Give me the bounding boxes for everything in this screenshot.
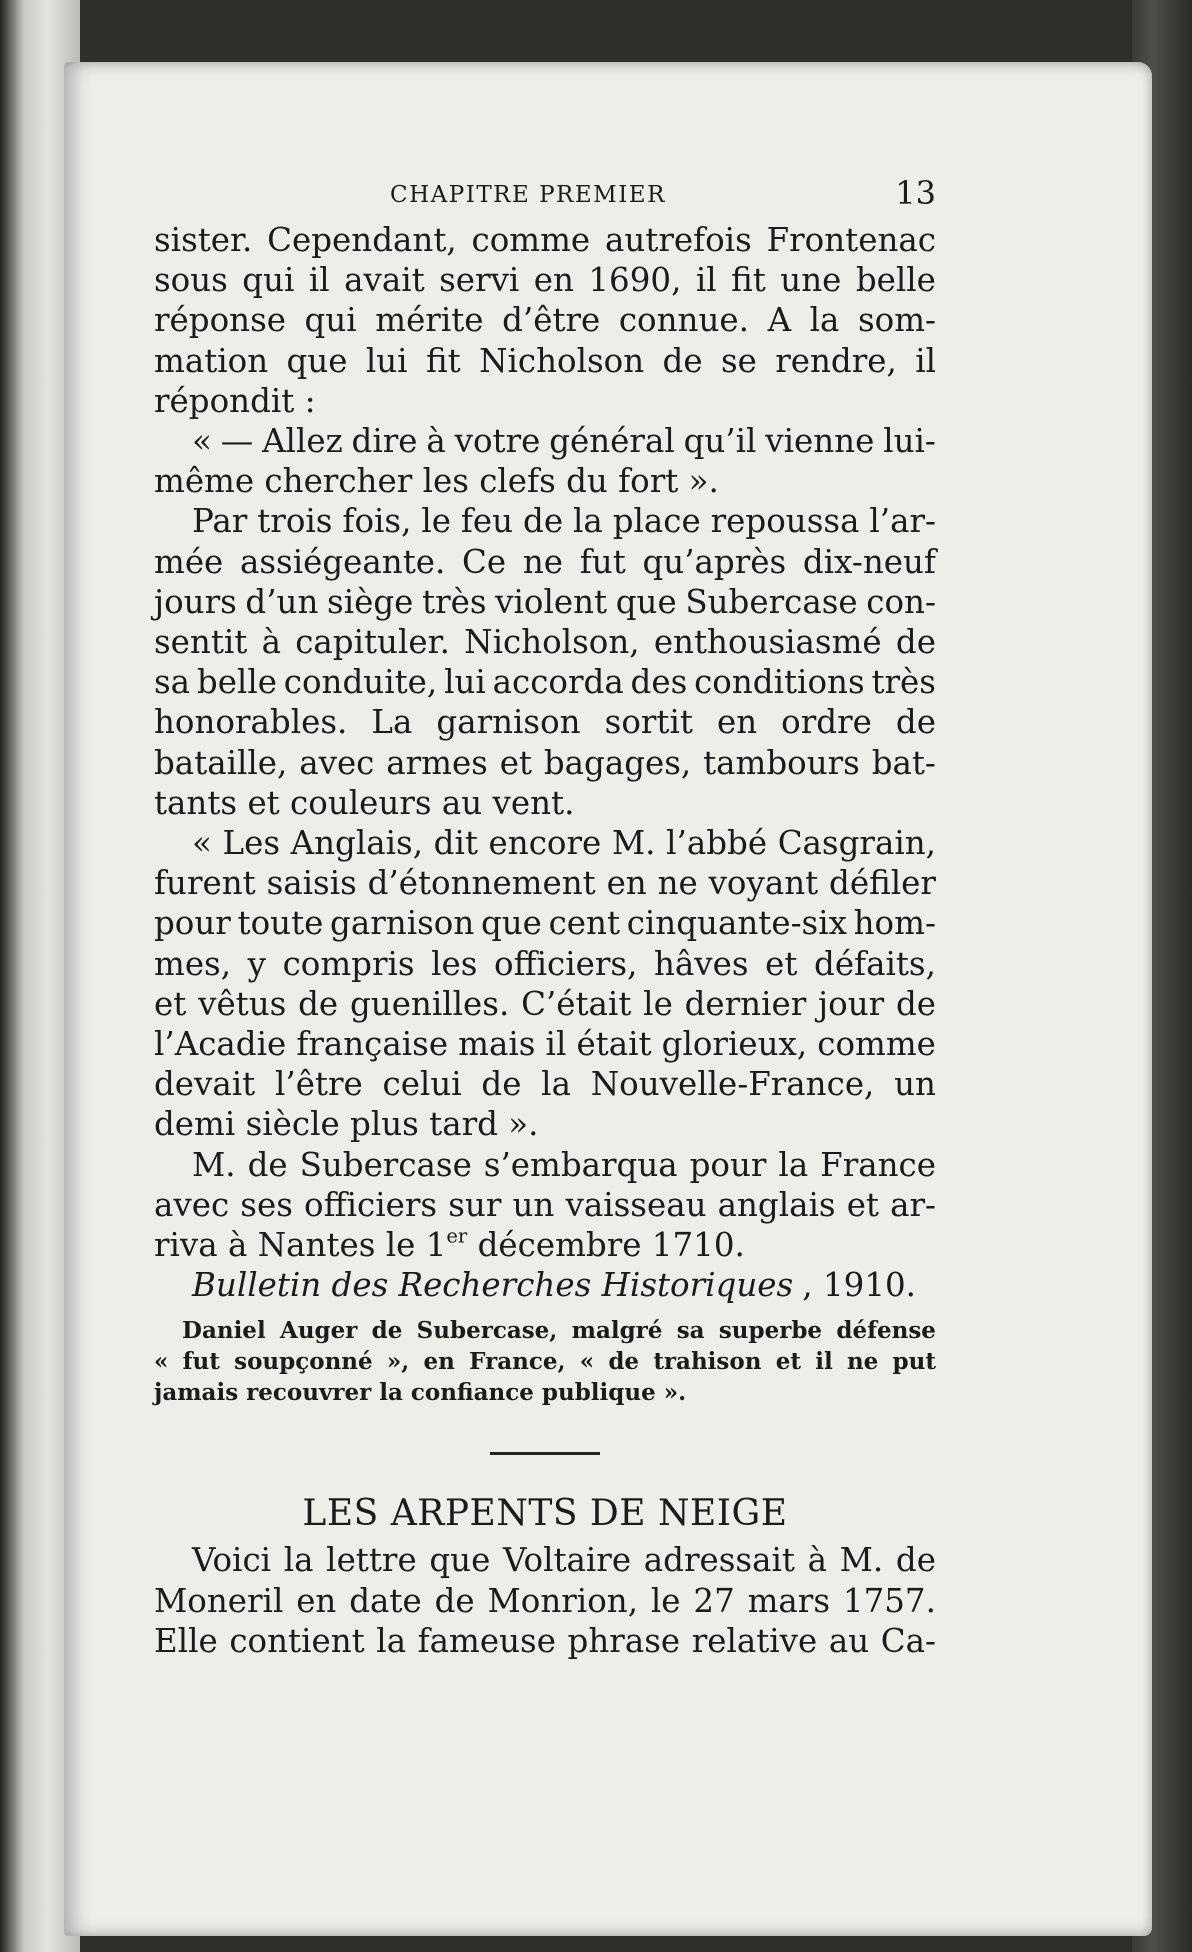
text-line: Voici la lettre que Voltaire adressait à M. de: [192, 1541, 936, 1580]
chapter-title: CHAPITRE PREMIER: [390, 182, 666, 208]
text-line: sentit à capituler. Nicholson, enthousiasmé de: [154, 623, 936, 662]
text-line: mes, y compris les officiers, hâves et défaits,: [154, 944, 936, 983]
text-line: « — Allez dire à votre général qu’il vienne lui-: [192, 422, 936, 461]
source-citation: [154, 1265, 936, 1305]
date-text-before: riva à Nantes le 1: [154, 1226, 447, 1265]
note-line: Daniel Auger de Subercase, malgré sa superbe défense: [182, 1317, 936, 1345]
text-line: demi siècle plus tard ».: [154, 1105, 539, 1144]
text-line: furent saisis d’étonnement en ne voyant défiler: [154, 864, 936, 903]
paragraph-4: [154, 823, 936, 1145]
text-line: sa belle conduite, lui accorda des conditions très: [154, 663, 936, 702]
text-line: bataille, avec armes et bagages, tambours bat-: [154, 743, 936, 782]
text-line: Elle contient la fameuse phrase relative au Ca-: [154, 1621, 936, 1660]
text-line: honorables. La garnison sortit en ordre de: [154, 703, 936, 742]
text-line: avec ses officiers sur un vaisseau anglais et ar-: [154, 1185, 936, 1224]
note-line: « fut soupçonné », en France, « de trahison et il ne put: [154, 1348, 936, 1376]
source-title: Bulletin des Recherches Historiques: [192, 1266, 794, 1305]
text-line: répondit :: [154, 381, 316, 420]
text-line: sous qui il avait servi en 1690, il fit une belle: [154, 261, 936, 300]
text-line: devait l’être celui de la Nouvelle-France, un: [154, 1065, 936, 1104]
text-line: [154, 1225, 936, 1265]
text-line: Par trois fois, le feu de la place repoussa l’ar-: [192, 502, 936, 541]
text-line: et vêtus de guenilles. C’était le dernier jour de: [154, 984, 936, 1023]
text-line: l’Acadie française mais il était glorieux, comme: [154, 1025, 936, 1064]
text-line: sister. Cependant, comme autrefois Frontenac: [154, 221, 936, 259]
text-line: tants et couleurs au vent.: [154, 783, 575, 822]
section-heading: LES ARPENTS DE NEIGE: [302, 1493, 788, 1535]
paragraph-3: [154, 501, 936, 823]
editor-note: [154, 1315, 936, 1408]
section-divider: [490, 1452, 600, 1455]
page-number: 13: [895, 174, 936, 212]
text-line: même chercher les clefs du fort ».: [154, 462, 719, 501]
text-line: mation que lui fit Nicholson de se rendre, il: [154, 341, 936, 380]
date-text: [154, 1225, 745, 1265]
note-line: jamais recouvrer la confiance publique ».: [154, 1379, 687, 1407]
ordinal-superscript: er: [446, 1224, 468, 1248]
paragraph-5: [154, 1145, 936, 1266]
body-text: [154, 220, 936, 1305]
running-head: [154, 170, 936, 220]
text-line: mée assiégeante. Ce ne fut qu’après dix-neuf: [154, 542, 936, 581]
text-line: jours d’un siège très violent que Subercase con-: [154, 582, 936, 621]
text-line: « Les Anglais, dit encore M. l’abbé Casgrain,: [192, 824, 936, 863]
text-line: réponse qui mérite d’être connue. A la som-: [154, 301, 936, 340]
text-line: Moneril en date de Monrion, le 27 mars 1757.: [154, 1581, 936, 1620]
paragraph-2: [154, 421, 936, 501]
date-text-after: décembre 1710.: [467, 1226, 745, 1265]
page-text-block: [154, 170, 936, 1661]
text-line: pour toute garnison que cent cinquante-six hom-: [154, 904, 936, 943]
text-line: M. de Subercase s’embarqua pour la France: [192, 1145, 936, 1184]
source-year: , 1910.: [802, 1266, 916, 1305]
section-body: [154, 1540, 936, 1661]
paragraph-1: [154, 220, 936, 421]
